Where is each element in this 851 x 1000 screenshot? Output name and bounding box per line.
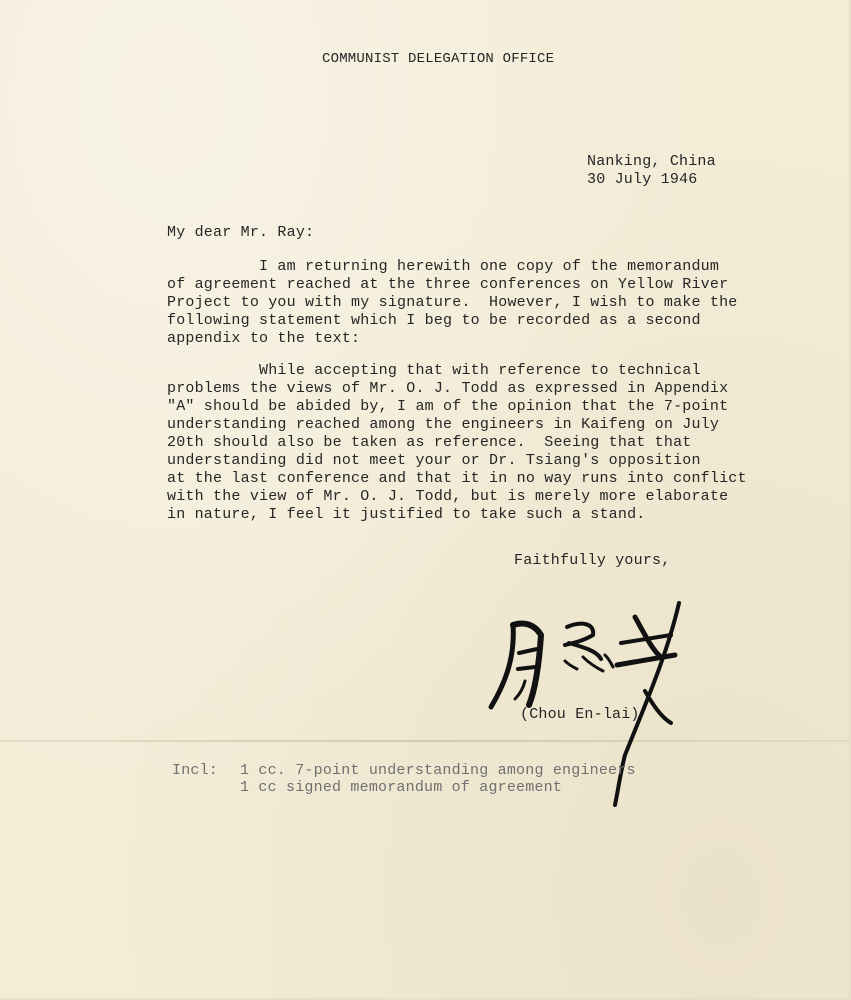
letter-place: Nanking, China	[587, 153, 716, 170]
paper-fold-line	[0, 740, 849, 742]
enclosure-item: 1 cc signed memorandum of agreement	[240, 779, 563, 796]
signatory-name: (Chou En-lai)	[520, 706, 640, 723]
letter-date: 30 July 1946	[587, 171, 698, 188]
body-paragraph-2: While accepting that with reference to technical problems the views of Mr. O. J. Todd as expressed in Appendix "A" should be abided by, I am of the opinion that the 7-point understanding reached among the engineers in Kaifeng on July 20th should also be taken as reference. Seeing that that understanding did not meet your or Dr. Tsiang's opposition at the last conference and that it in no way runs into conflict with the view of Mr. O. J. Todd, but is merely more elaborate in nature, I feel it justified to take such a stand.	[167, 362, 747, 523]
salutation: My dear Mr. Ray:	[167, 224, 315, 241]
enclosure-item: 1 cc. 7-point understanding among engineers	[240, 762, 636, 779]
closing: Faithfully yours,	[514, 552, 671, 569]
enclosures-label: Incl:	[172, 762, 219, 779]
body-paragraph-1: I am returning herewith one copy of the memorandum of agreement reached at the three conferences on Yellow River Project to you with my signature. However, I wish to make the following statement which I beg to be recorded as a second appendix to the text:	[167, 258, 738, 347]
letterhead: COMMUNIST DELEGATION OFFICE	[322, 51, 555, 67]
